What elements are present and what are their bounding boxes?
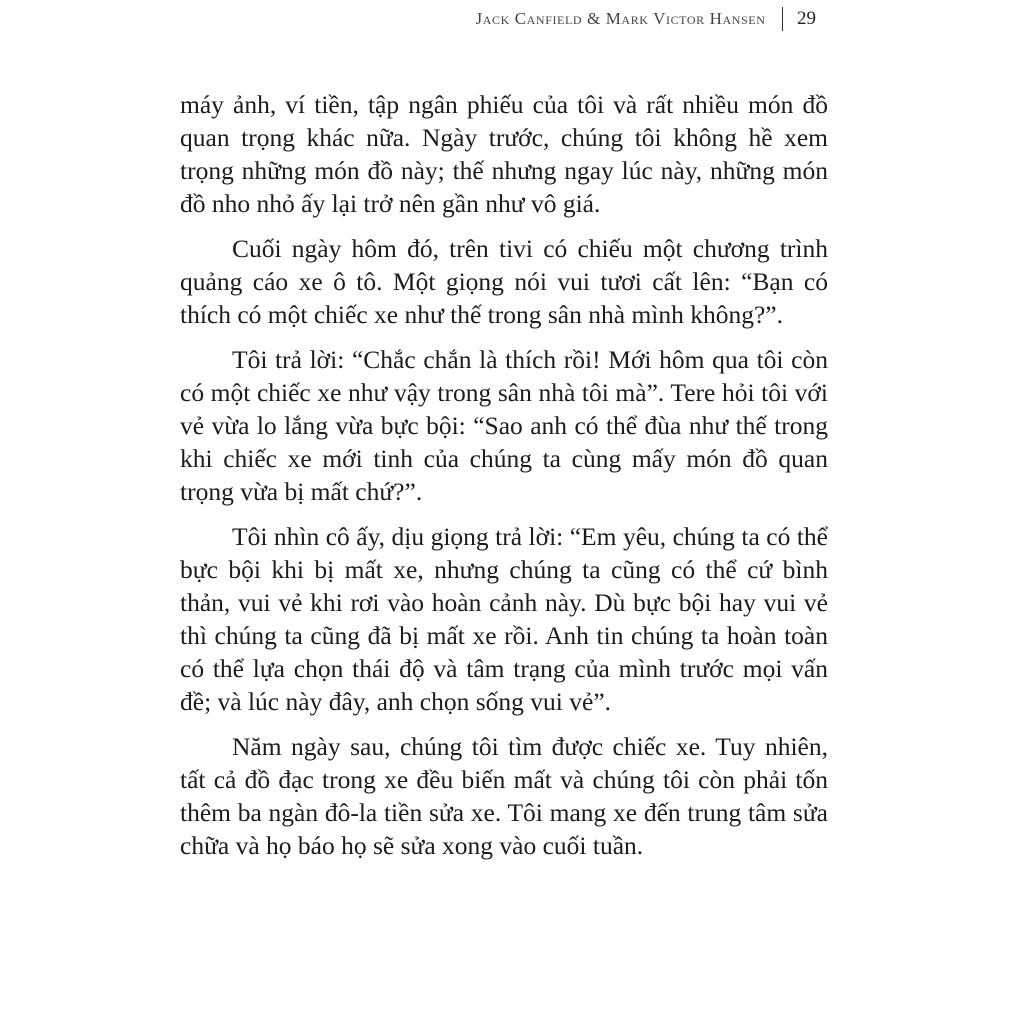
header-authors: Jack Canfield & Mark Victor Hansen [475,9,766,28]
paragraph-3: Tôi trả lời: “Chắc chắn là thích rồi! Mới hôm qua tôi còn có một chiếc xe như vậy trong sân nhà tôi mà”. Tere hỏi tôi với vẻ vừa lo lắng vừa bực bội: “Sao anh có thể đùa như thế trong khi chiếc xe mới tinh của chúng ta cùng mấy món đồ quan trọng vừa bị mất chứ?”. [180,345,828,506]
page-number: 29 [797,8,816,29]
running-header [476,4,829,34]
paragraph-4: Tôi nhìn cô ấy, dịu giọng trả lời: “Em yêu, chúng ta có thể bực bội khi bị mất xe, nhưng chúng ta cũng có thể cứ bình thản, vui vẻ khi rơi vào hoàn cảnh này. Dù bực bội hay vui vẻ thì chúng ta cũng đã bị mất xe rồi. Anh tin chúng ta hoàn toàn có thể lựa chọn thái độ và tâm trạng của mình trước mọi vấn đề; và lúc này đây, anh chọn sống vui vẻ”. [180,522,828,716]
body-text [180,88,828,874]
paragraph-5: Năm ngày sau, chúng tôi tìm được chiếc xe. Tuy nhiên, tất cả đồ đạc trong xe đều biến mất và chúng tôi còn phải tốn thêm ba ngàn đô-la tiền sửa xe. Tôi mang xe đến trung tâm sửa chữa và họ báo họ sẽ sửa xong vào cuối tuần. [180,732,828,860]
paragraph-2: Cuối ngày hôm đó, trên tivi có chiếu một chương trình quảng cáo xe ô tô. Một giọng nói vui tươi cất lên: “Bạn có thích có một chiếc xe như thế trong sân nhà mình không?”. [180,234,828,329]
header-divider [782,7,784,31]
paragraph-1: máy ảnh, ví tiền, tập ngân phiếu của tôi và rất nhiều món đồ quan trọng khác nữa. Ngày trước, chúng tôi không hề xem trọng những món đồ này; thế nhưng ngay lúc này, những món đồ nho nhỏ ấy lại trở nên gần như vô giá. [180,90,828,218]
